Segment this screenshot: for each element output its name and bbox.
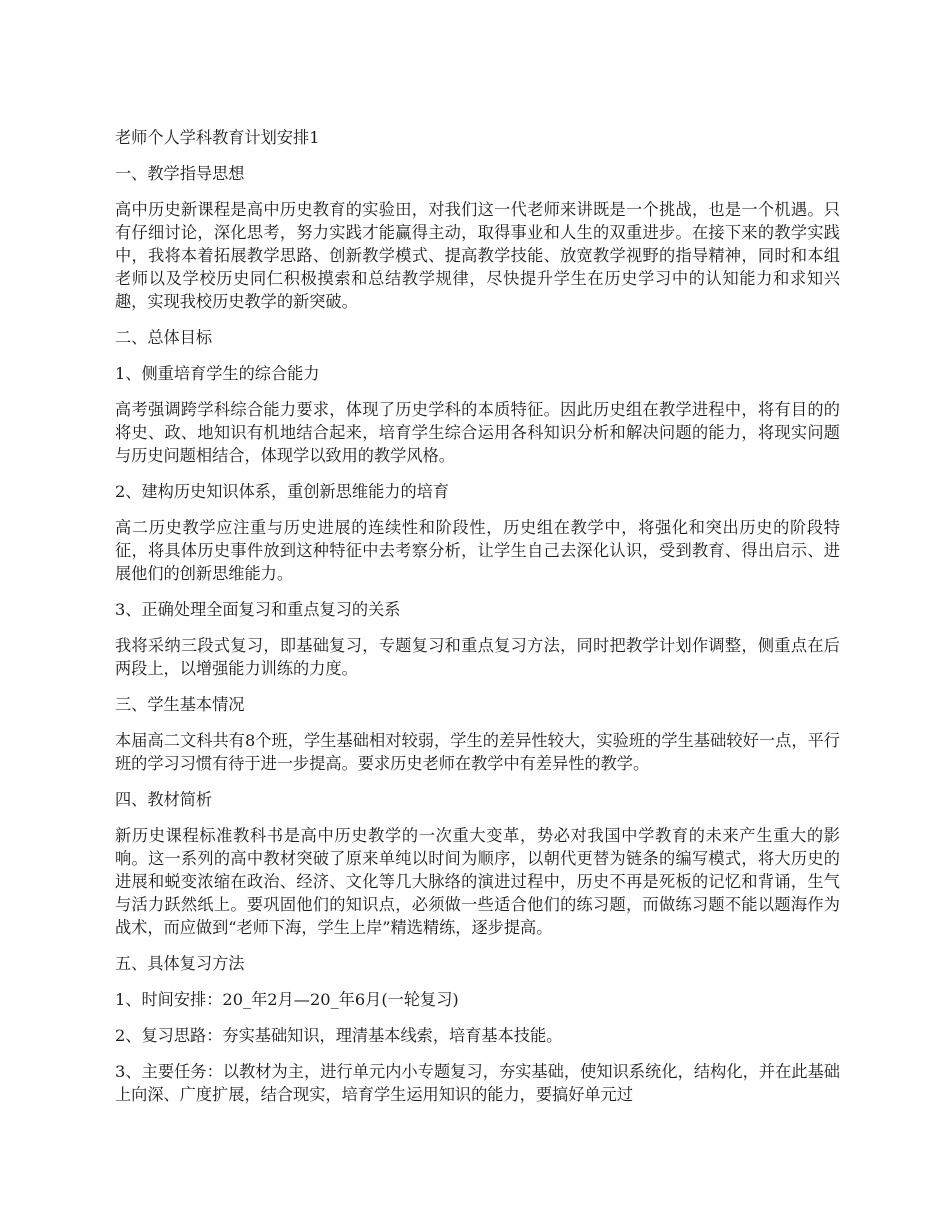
heading-review-methods: 五、具体复习方法 (115, 954, 245, 973)
heading-student-situation: 三、学生基本情况 (115, 695, 245, 714)
subheading-goal-3: 3、正确处理全面复习和重点复习的关系 (115, 600, 401, 619)
document-title: 老师个人学科教育计划安排1 (115, 128, 320, 147)
paragraph-student-situation: 本届高二文科共有8个班，学生基础相对较弱，学生的差异性较大，实验班的学生基础较好一点，平行班的学习习惯有待于进一步提高。要求历史老师在教学中有差异性的教学。 (115, 731, 840, 773)
paragraph-textbook-analysis: 新历史课程标准教科书是高中历史教学的一次重大变革，势必对我国中学教育的未来产生重大的影响。这一系列的高中教材突破了原来单纯以时间为顺序，以朝代更替为链条的编写模式，将大历史的进展和蜕变浓缩在政治、经济、文化等几大脉络的演进过程中，历史不再是死板的记忆和背诵，生气与活力跃然纸上。要巩固他们的知识点，必须做一些适合他们的练习题，而做练习题不能以题海作为战术，而应做到“老师下海，学生上岸”精选精练，逐步提高。 (115, 826, 840, 937)
heading-textbook-analysis: 四、教材简析 (115, 790, 213, 809)
paragraph-goal-2: 高二历史教学应注重与历史进展的连续性和阶段性，历史组在教学中，将强化和突出历史的阶段特征，将具体历史事件放到这种特征中去考察分析，让学生自己去深化认识，受到教育、得出启示、进展他们的创新思维能力。 (115, 518, 840, 583)
paragraph-goal-3: 我将采纳三段式复习，即基础复习，专题复习和重点复习方法，同时把教学计划作调整，侧重点在后两段上，以增强能力训练的力度。 (115, 636, 840, 678)
list-item-time-schedule: 1、时间安排：20_年2月—20_年6月(一轮复习) (115, 990, 459, 1009)
paragraph-goal-1: 高考强调跨学科综合能力要求，体现了历史学科的本质特征。因此历史组在教学进程中，将有目的的将史、政、地知识有机地结合起来，培育学生综合运用各科知识分析和解决问题的能力，将现实问题与历史问题相结合，体现学以致用的教学风格。 (115, 400, 840, 465)
subheading-goal-2: 2、建构历史知识体系，重创新思维能力的培育 (115, 482, 450, 501)
paragraph-guiding-thought: 高中历史新课程是高中历史教育的实验田，对我们这一代老师来讲既是一个挑战，也是一个机遇。只有仔细讨论，深化思考，努力实践才能赢得主动，取得事业和人生的双重进步。在接下来的教学实践中，我将本着拓展教学思路、创新教学模式、提高教学技能、放宽教学视野的指导精神，同时和本组老师以及学校历史同仁积极摸索和总结教学规律，尽快提升学生在历史学习中的认知能力和求知兴趣，实现我校历史教学的新突破。 (115, 200, 840, 311)
heading-overall-goals: 二、总体目标 (115, 328, 213, 347)
subheading-goal-1: 1、侧重培育学生的综合能力 (115, 364, 320, 383)
list-item-main-tasks: 3、主要任务：以教材为主，进行单元内小专题复习，夯实基础，使知识系统化，结构化，并在此基础上向深、广度扩展，结合现实，培育学生运用知识的能力，要搞好单元过 (115, 1062, 840, 1104)
heading-guiding-thought: 一、教学指导思想 (115, 164, 245, 183)
list-item-review-approach: 2、复习思路：夯实基础知识，理清基本线索，培育基本技能。 (115, 1026, 563, 1045)
document-body (115, 126, 840, 1119)
